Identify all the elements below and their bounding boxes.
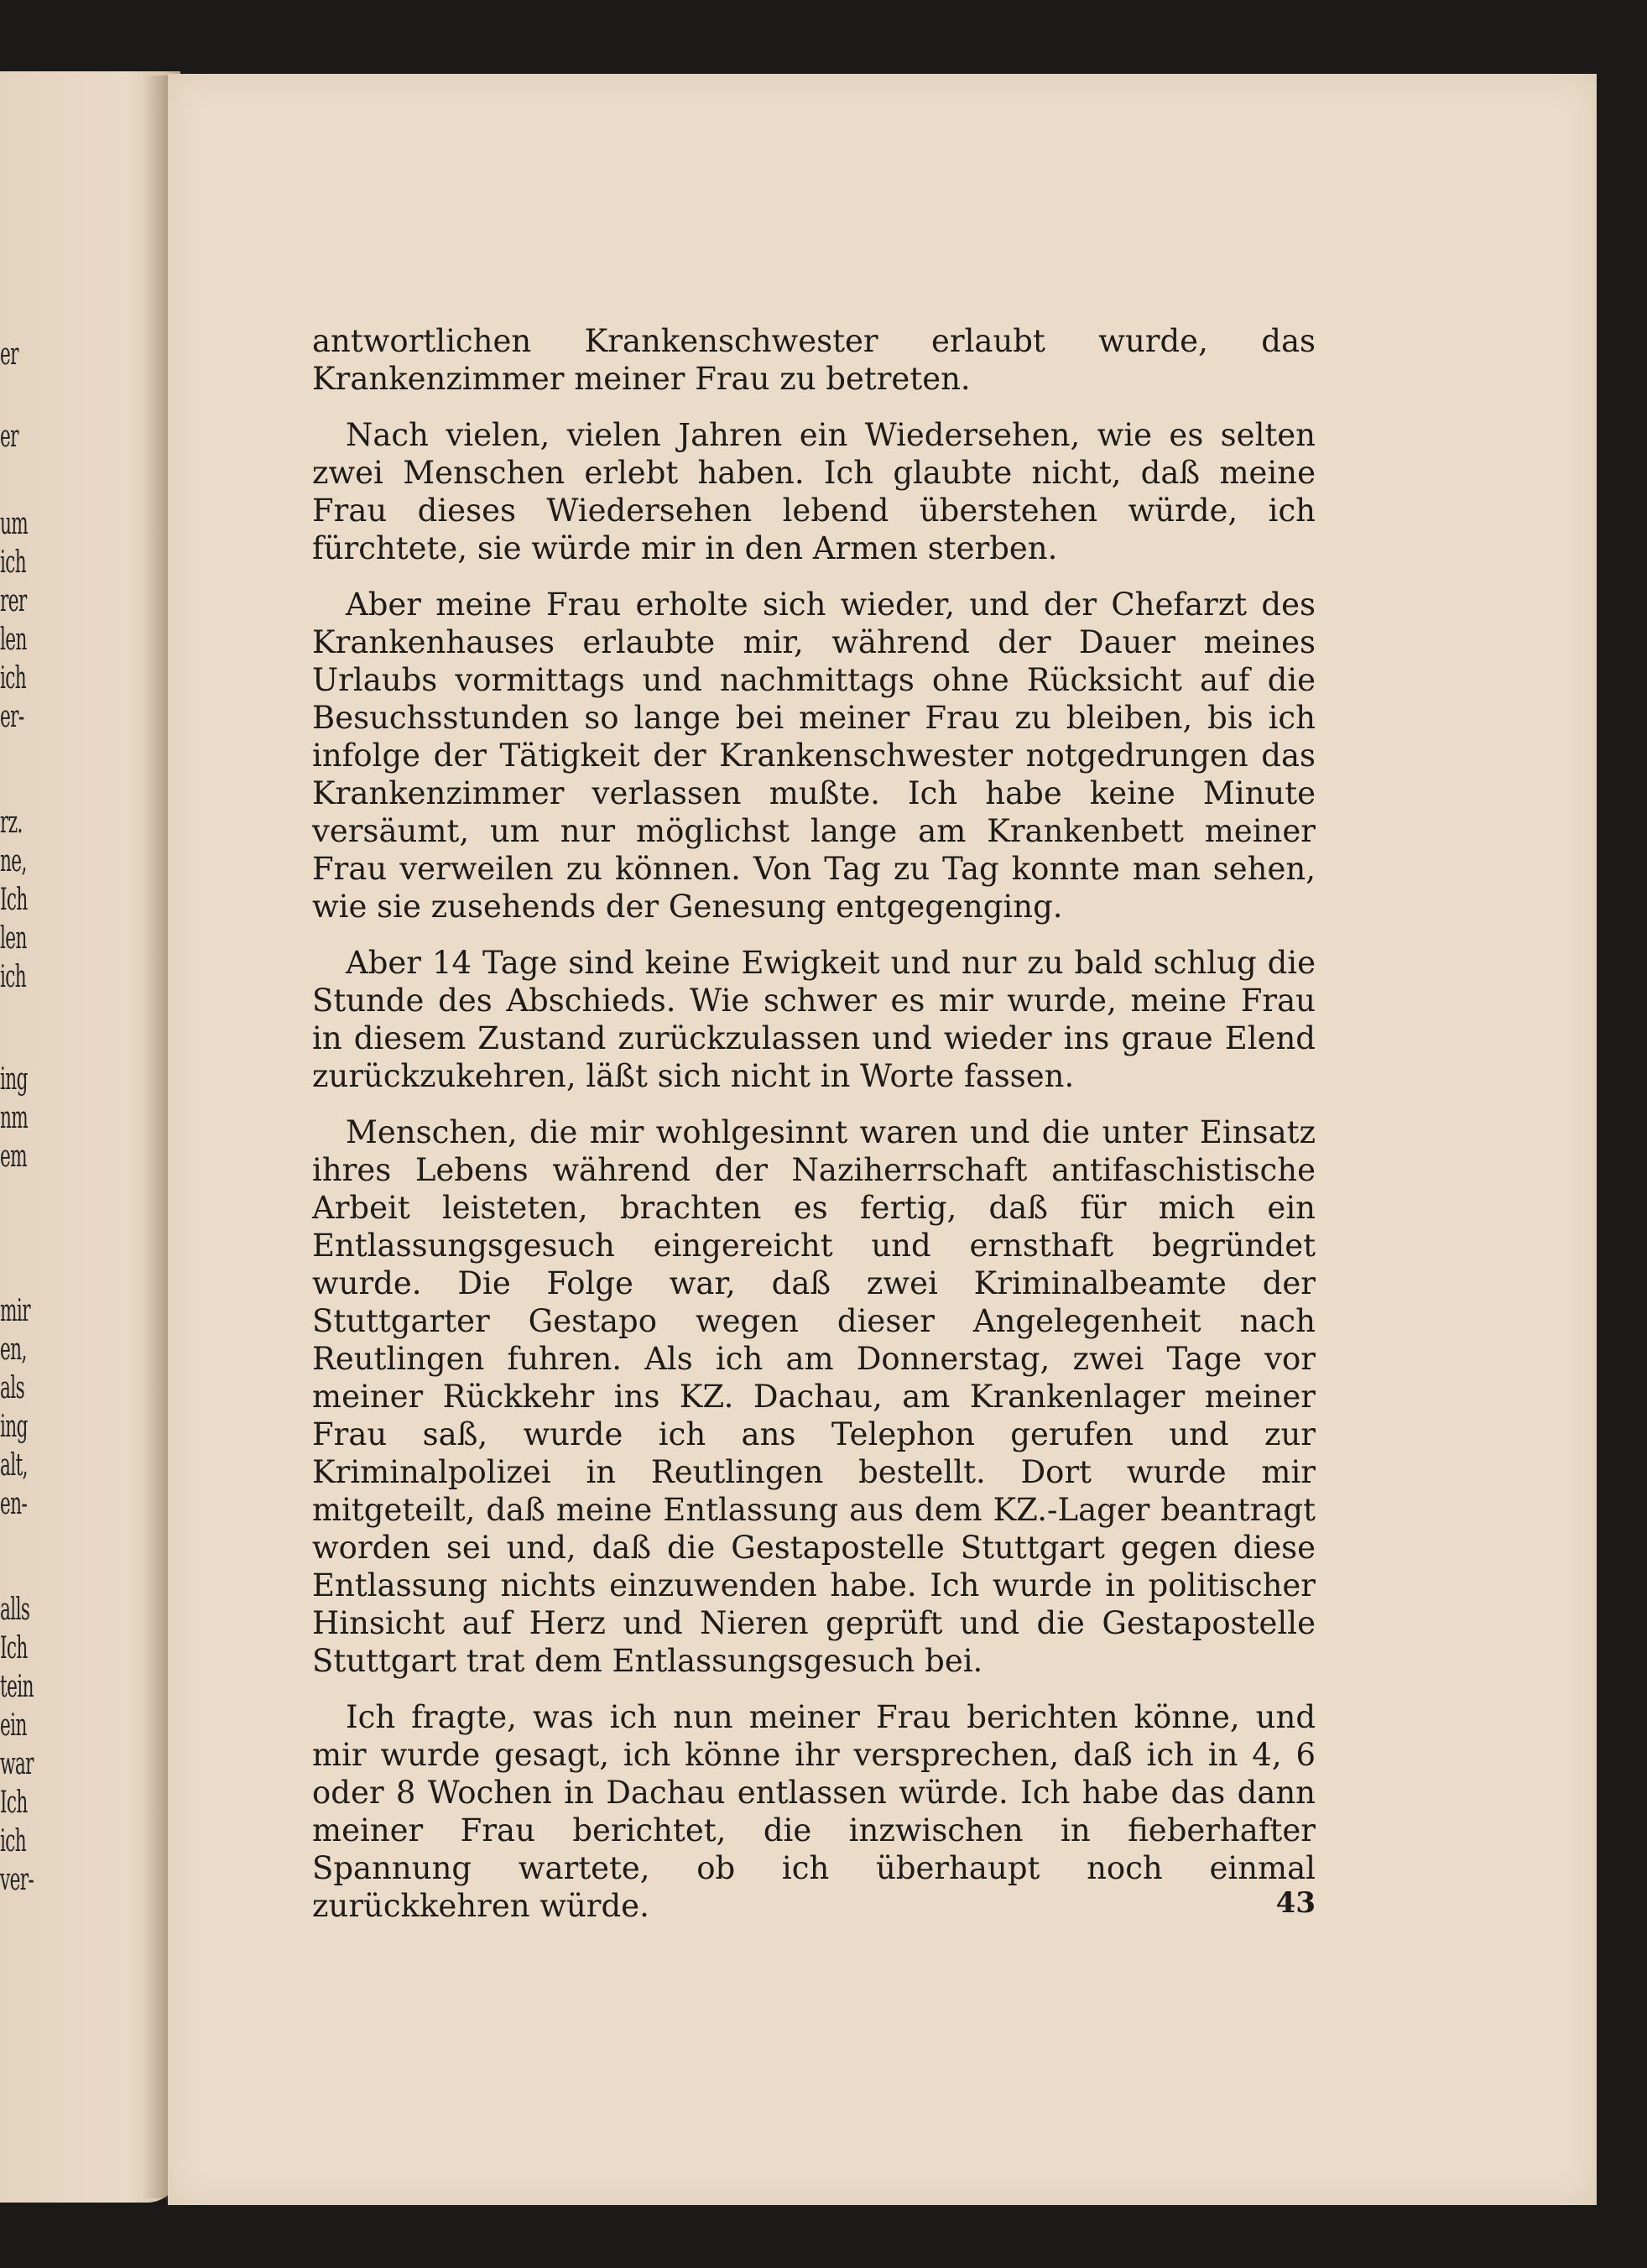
left-fragment: als [0,1371,25,1405]
left-fragment: alls [0,1593,30,1627]
left-fragment: um [0,507,29,541]
left-fragment: ich [0,1824,27,1859]
left-fragment: ich [0,661,27,696]
left-fragment: Ich [0,1786,28,1820]
left-fragment: war [0,1747,34,1781]
left-fragment: er [0,420,18,454]
left-fragment: en, [0,1332,27,1367]
paragraph: antwortlichen Krankenschwester erlaubt wurde, das Krankenzimmer meiner Frau zu betreten. [312,323,1316,397]
left-fragment: er [0,337,18,372]
left-fragment: Ich [0,1631,28,1666]
left-fragment: Ich [0,883,28,917]
left-fragment: rz. [0,806,23,840]
left-fragment: len [0,623,27,657]
right-page [168,74,1597,2205]
left-fragment: ein [0,1708,27,1743]
left-fragment: ver- [0,1863,34,1897]
left-fragment: em [0,1139,28,1174]
body-text [312,322,1316,1943]
left-fragment: rer [0,584,27,618]
left-fragment: len [0,921,27,956]
left-fragment: mir [0,1294,30,1328]
paragraph: Nach vielen, vielen Jahren ein Wiedersehen, wie es selten zwei Menschen erlebt haben. Ich glaubte nicht, daß meine Frau dieses Wiedersehen lebend überstehen würde, ich fürchtete, sie würde mir in den Armen sterben. [312,417,1316,566]
left-fragment: ne, [0,844,27,879]
paragraph: Ich fragte, was ich nun meiner Frau berichten könne, und mir wurde gesagt, ich könne ihr versprechen, daß ich in 4, 6 oder 8 Wochen in Dachau entlassen würde. Ich habe das dann meiner Frau berichtet, die inzwischen in fieberhafter Spannung wartete, ob ich überhaupt noch einmal zurückkehren würde. [312,1699,1316,1924]
left-fragment: nm [0,1101,29,1135]
left-fragment: ing [0,1410,28,1444]
paragraph: Aber 14 Tage sind keine Ewigkeit und nur zu bald schlug die Stunde des Abschieds. Wie schwer es mir wurde, meine Frau in diesem Zustand zurückzulassen und wieder ins graue Elend zurückzukehren, läßt sich nicht in Worte fassen. [312,945,1316,1094]
left-fragment: alt, [0,1448,28,1483]
left-fragment: ich [0,960,27,994]
left-fragment: ing [0,1062,28,1097]
left-fragment: tein [0,1670,34,1704]
page-number: 43 [1275,1886,1316,1920]
left-fragment: ich [0,545,27,580]
left-fragment: er- [0,700,24,734]
paragraph: Menschen, die mir wohlgesinnt waren und die unter Einsatz ihres Lebens während der Naziherrschaft antifaschistische Arbeit leisteten, brachten es fertig, daß für mich ein Entlassungsgesuch eingereicht und ernsthaft begründet wurde. Die Folge war, daß zwei Kriminalbeamte der Stuttgarter Gestapo wegen dieser Angelegenheit nach Reutlingen fuhren. Als ich am Donnerstag, zwei Tage vor meiner Rückkehr ins KZ. Dachau, am Krankenlager meiner Frau saß, wurde ich ans Telephon gerufen und zur Kriminalpolizei in Reutlingen bestellt. Dort wurde mir mitgeteilt, daß meine Entlassung aus dem KZ.-Lager beantragt worden sei und, daß die Gestapostelle Stuttgart gegen diese Entlassung nichts einzuwenden habe. Ich wurde in politischer Hinsicht auf Herz und Nieren geprüft und die Gestapostelle Stuttgart trat dem Entlassungsgesuch bei. [312,1114,1316,1679]
left-fragment: en- [0,1487,28,1521]
paragraph: Aber meine Frau erholte sich wieder, und der Chefarzt des Krankenhauses erlaubte mir, während der Dauer meines Urlaubs vormittags und nachmittags ohne Rücksicht auf die Besuchsstunden so lange bei meiner Frau zu bleiben, bis ich infolge der Tätigkeit der Krankenschwester notgedrungen das Krankenzimmer verlassen mußte. Ich habe keine Minute versäumt, um nur möglichst lange am Krankenbett meiner Frau verweilen zu können. Von Tag zu Tag konnte man sehen, wie sie zusehends der Genesung entgegenging. [312,587,1316,925]
